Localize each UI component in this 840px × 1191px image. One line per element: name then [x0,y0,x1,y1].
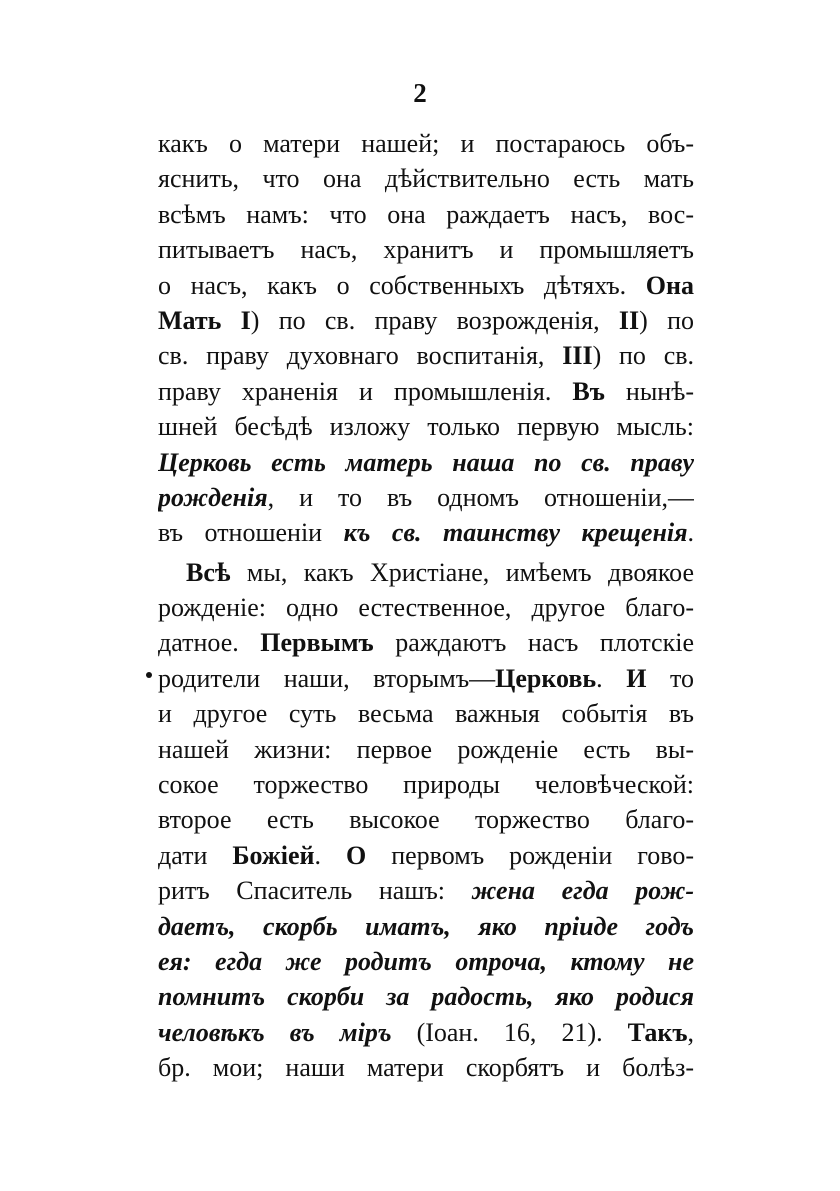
text-line [158,303,694,338]
italic-span: помнитъ скорби за радость, яко родися [158,982,694,1012]
text-span: второе есть высокое торжество благо- [158,805,694,835]
text-span: , [687,1017,694,1047]
text-span: ) по св. праву возрожденія, [250,305,619,335]
text-span: ) по св. [592,341,694,371]
text-line [158,732,694,767]
text-span: св. праву духовнаго воспитанія, [158,341,563,371]
text-span: то [646,663,694,693]
text-span: . [596,663,627,693]
bold-span: Мать [158,305,241,335]
text-span: родители наши, вторымъ— [158,663,496,693]
bold-span: Въ [572,376,605,406]
bold-span: I [240,305,251,335]
italic-span: рожденія [158,482,268,512]
text-line [158,590,694,625]
text-line [158,838,694,873]
text-line [158,445,694,480]
text-line [158,338,694,373]
text-line [158,1015,694,1050]
text-line [158,409,694,444]
text-line [158,661,694,696]
bold-span: II [618,305,640,335]
text-line [158,197,694,232]
text-span: нынѣ- [604,376,694,406]
text-span: датное. [158,628,261,658]
bold-span: Церковь [495,663,597,693]
text-line [158,515,694,550]
text-line [158,873,694,908]
text-span: сокое торжество природы человѣческой: [158,770,694,800]
text-line [158,232,694,267]
bold-span: О [345,840,367,870]
text-span: и другое суть весьма важныя событія въ [158,699,694,729]
text-span: бр. мои; наши матери скорбятъ и болѣз- [158,1053,694,1083]
text-line [158,767,694,802]
text-span: мы, какъ Христіане, имѣемъ двоякое [230,557,694,587]
text-line [158,555,694,590]
text-span: ) по [639,305,694,335]
text-line [158,625,694,660]
text-span: раждаютъ насъ плотскіе [373,628,694,658]
text-line [158,802,694,837]
text-span: яснить, что она дѣйствительно есть мать [158,164,694,194]
body-text [158,126,694,1086]
text-span: шней бесѣдѣ изложу только первую мысль: [158,412,694,442]
text-span: о насъ, какъ о собственныхъ дѣтяхъ. [158,270,646,300]
text-line [158,979,694,1014]
text-span: нашей жизни: первое рожденіе есть вы- [158,734,694,764]
text-line [158,374,694,409]
bold-span: И [626,663,647,693]
italic-span: жена егда рож- [471,876,694,906]
text-span: . [687,518,694,548]
text-line [158,480,694,515]
text-span: ритъ Спаситель нашъ: [158,876,472,906]
margin-dot [146,672,152,678]
bold-span: Она [645,270,694,300]
page-number: 2 [413,78,427,108]
text-span: праву храненія и промышленія. [158,376,573,406]
text-line [158,268,694,303]
text-span: въ отношеніи [158,518,344,548]
text-line [158,1050,694,1085]
text-span: рожденіе: одно естественное, другое благо- [158,593,694,623]
text-line [158,696,694,731]
text-line [158,161,694,196]
italic-span: Церковь есть матерь наша по св. праву [158,447,694,477]
text-line [158,944,694,979]
italic-span: къ св. таинству крещенія [343,518,688,548]
text-span: (Іоан. 16, 21). [391,1017,628,1047]
text-span: , и то въ одномъ отношеніи,— [267,482,694,512]
text-span: какъ о матери нашей; и постараюсь объ- [158,129,694,158]
italic-span: человѣкъ въ міръ [158,1017,392,1047]
bold-span: Божіей [232,840,315,870]
bold-span: Первымъ [260,628,374,658]
text-span: . [314,840,346,870]
bold-span: Такъ [627,1017,688,1047]
text-span: всѣмъ намъ: что она раждаетъ насъ, вос- [158,199,694,229]
text-span: дати [158,840,233,870]
text-line [158,909,694,944]
italic-span: ея: егда же родитъ отроча, ктому не [158,946,694,976]
bold-span: III [562,341,593,371]
text-line [158,126,694,161]
text-span: питываетъ насъ, хранитъ и промышляетъ [158,235,694,265]
italic-span: даетъ, скорбь иматъ, яко пріиде годъ [158,911,694,941]
text-span: первомъ рожденіи гово- [366,840,694,870]
bold-span: Всѣ [186,557,231,587]
